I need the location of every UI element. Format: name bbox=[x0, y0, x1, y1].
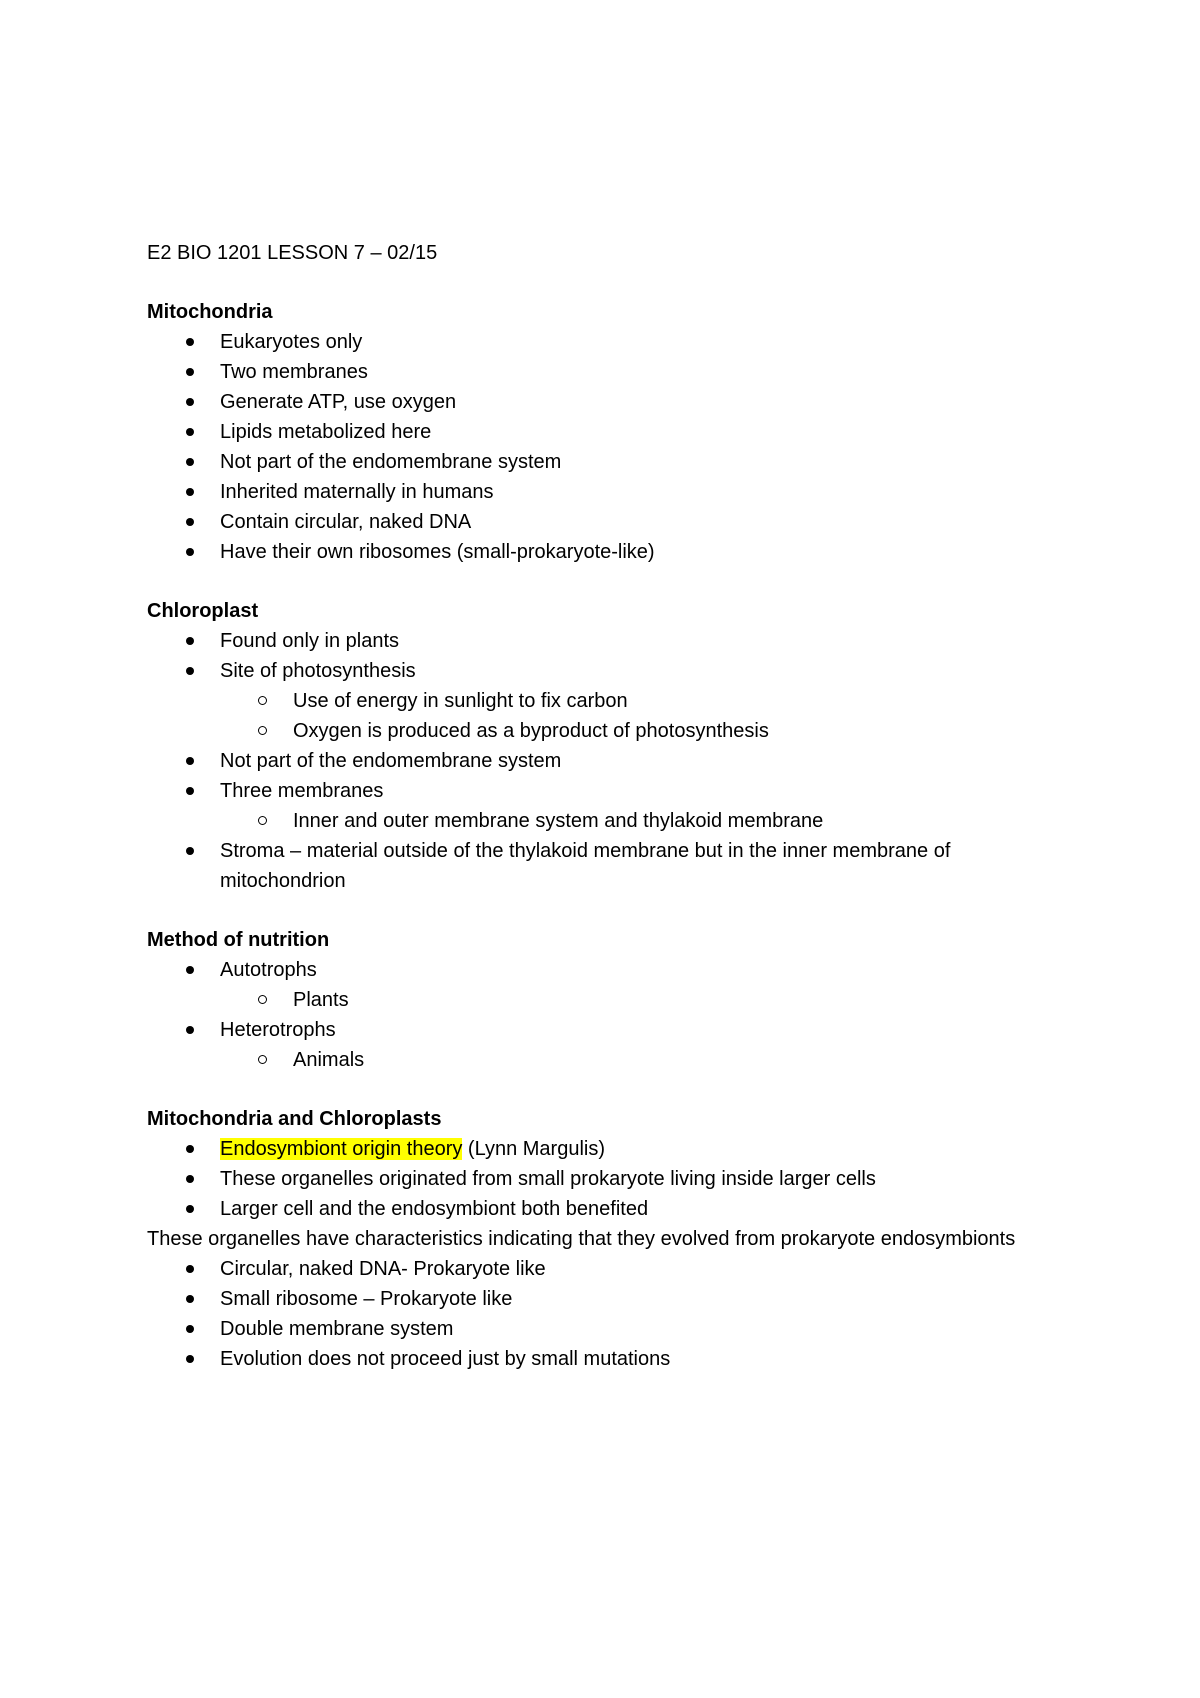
bullet-icon bbox=[186, 548, 194, 556]
bullet-icon bbox=[186, 966, 194, 974]
bullet-icon bbox=[186, 1205, 194, 1213]
sub-list-item bbox=[220, 686, 1077, 716]
bullet-icon bbox=[186, 398, 194, 406]
bullet-icon bbox=[186, 1355, 194, 1363]
blank-line bbox=[147, 268, 1077, 297]
list-item-text: Two membranes bbox=[220, 361, 368, 383]
list-item-text: Evolution does not proceed just by small mutations bbox=[220, 1348, 671, 1370]
bullet-icon bbox=[186, 488, 194, 496]
sub-list-item-text: Animals bbox=[293, 1049, 365, 1071]
sub-list-item bbox=[220, 1045, 1077, 1075]
document-title: E2 BIO 1201 LESSON 7 – 02/15 bbox=[147, 242, 438, 264]
list-item bbox=[147, 1314, 1077, 1344]
bullet-icon bbox=[186, 518, 194, 526]
list-item-text: Double membrane system bbox=[220, 1318, 454, 1340]
nutrition-list bbox=[147, 955, 1077, 1075]
list-item-text: Site of photosynthesis bbox=[220, 660, 416, 682]
sub-list-item-text: Inner and outer membrane system and thylakoid membrane bbox=[293, 810, 824, 832]
section-heading-mitochondria: Mitochondria bbox=[147, 301, 273, 323]
circle-bullet-icon bbox=[258, 995, 267, 1004]
list-item-text: (Lynn Margulis) bbox=[462, 1138, 605, 1160]
circle-bullet-icon bbox=[258, 696, 267, 705]
sub-list-item-text: Oxygen is produced as a byproduct of photosynthesis bbox=[293, 720, 769, 742]
list-item-text: Circular, naked DNA- Prokaryote like bbox=[220, 1258, 546, 1280]
list-item bbox=[147, 1164, 1077, 1194]
blank-line bbox=[147, 896, 1077, 925]
list-item bbox=[147, 836, 1077, 896]
list-item-text: Lipids metabolized here bbox=[220, 421, 432, 443]
list-item bbox=[147, 1134, 1077, 1164]
bullet-icon bbox=[186, 458, 194, 466]
bullet-icon bbox=[186, 338, 194, 346]
list-item-text: Generate ATP, use oxygen bbox=[220, 391, 457, 413]
evidence-list bbox=[147, 1254, 1077, 1374]
circle-bullet-icon bbox=[258, 816, 267, 825]
blank-line bbox=[147, 1075, 1077, 1104]
section-heading-nutrition: Method of nutrition bbox=[147, 929, 330, 951]
list-item-text: Eukaryotes only bbox=[220, 331, 363, 353]
list-item-text: Autotrophs bbox=[220, 959, 317, 981]
list-item bbox=[147, 537, 1077, 567]
list-item-text: These organelles originated from small prokaryote living inside larger cells bbox=[220, 1168, 876, 1190]
list-item bbox=[147, 1015, 1077, 1075]
list-item bbox=[147, 417, 1077, 447]
sub-list bbox=[220, 806, 1077, 836]
list-item bbox=[147, 776, 1077, 836]
list-item bbox=[147, 1194, 1077, 1224]
bullet-icon bbox=[186, 428, 194, 436]
list-item bbox=[147, 1344, 1077, 1374]
bullet-icon bbox=[186, 1325, 194, 1333]
sub-list bbox=[220, 686, 1077, 746]
list-item bbox=[147, 1284, 1077, 1314]
list-item-text: Larger cell and the endosymbiont both benefited bbox=[220, 1198, 649, 1220]
section-heading-chloroplast: Chloroplast bbox=[147, 600, 259, 622]
list-item-text: Found only in plants bbox=[220, 630, 400, 652]
bullet-icon bbox=[186, 637, 194, 645]
bullet-icon bbox=[186, 757, 194, 765]
list-item bbox=[147, 327, 1077, 357]
list-item bbox=[147, 357, 1077, 387]
mito-chloro-list bbox=[147, 1134, 1077, 1224]
list-item bbox=[147, 955, 1077, 1015]
sub-list bbox=[220, 985, 1077, 1015]
bullet-icon bbox=[186, 368, 194, 376]
document-body bbox=[147, 238, 1077, 1374]
list-item bbox=[147, 626, 1077, 656]
sub-list-item-text: Use of energy in sunlight to fix carbon bbox=[293, 690, 628, 712]
blank-line bbox=[147, 567, 1077, 596]
list-item-text: Stroma – material outside of the thylakoid membrane but in the inner membrane of mitochondrion bbox=[220, 840, 951, 892]
list-item bbox=[147, 746, 1077, 776]
circle-bullet-icon bbox=[258, 1055, 267, 1064]
bullet-icon bbox=[186, 847, 194, 855]
list-item-text: Small ribosome – Prokaryote like bbox=[220, 1288, 513, 1310]
list-item-text: Contain circular, naked DNA bbox=[220, 511, 472, 533]
section-heading-mito-chloro: Mitochondria and Chloroplasts bbox=[147, 1108, 442, 1130]
sub-list-item bbox=[220, 985, 1077, 1015]
sub-list-item bbox=[220, 716, 1077, 746]
list-item bbox=[147, 1254, 1077, 1284]
list-item-text: Not part of the endomembrane system bbox=[220, 451, 562, 473]
chloroplast-list bbox=[147, 626, 1077, 896]
mitochondria-list bbox=[147, 327, 1077, 567]
bullet-icon bbox=[186, 1026, 194, 1034]
bullet-icon bbox=[186, 1145, 194, 1153]
list-item bbox=[147, 447, 1077, 477]
bullet-icon bbox=[186, 1265, 194, 1273]
bullet-icon bbox=[186, 667, 194, 675]
circle-bullet-icon bbox=[258, 726, 267, 735]
sub-list-item-text: Plants bbox=[293, 989, 349, 1011]
list-item bbox=[147, 656, 1077, 746]
body-paragraph: These organelles have characteristics indicating that they evolved from prokaryote endosymbionts bbox=[147, 1228, 1016, 1250]
bullet-icon bbox=[186, 1175, 194, 1183]
sub-list-item bbox=[220, 806, 1077, 836]
list-item bbox=[147, 387, 1077, 417]
bullet-icon bbox=[186, 787, 194, 795]
list-item bbox=[147, 477, 1077, 507]
list-item-text: Three membranes bbox=[220, 780, 384, 802]
list-item-text: Have their own ribosomes (small-prokaryote-like) bbox=[220, 541, 655, 563]
list-item-text: Inherited maternally in humans bbox=[220, 481, 494, 503]
list-item bbox=[147, 507, 1077, 537]
list-item-text: Not part of the endomembrane system bbox=[220, 750, 562, 772]
highlighted-text: Endosymbiont origin theory bbox=[220, 1138, 463, 1160]
bullet-icon bbox=[186, 1295, 194, 1303]
sub-list bbox=[220, 1045, 1077, 1075]
list-item-text: Heterotrophs bbox=[220, 1019, 336, 1041]
